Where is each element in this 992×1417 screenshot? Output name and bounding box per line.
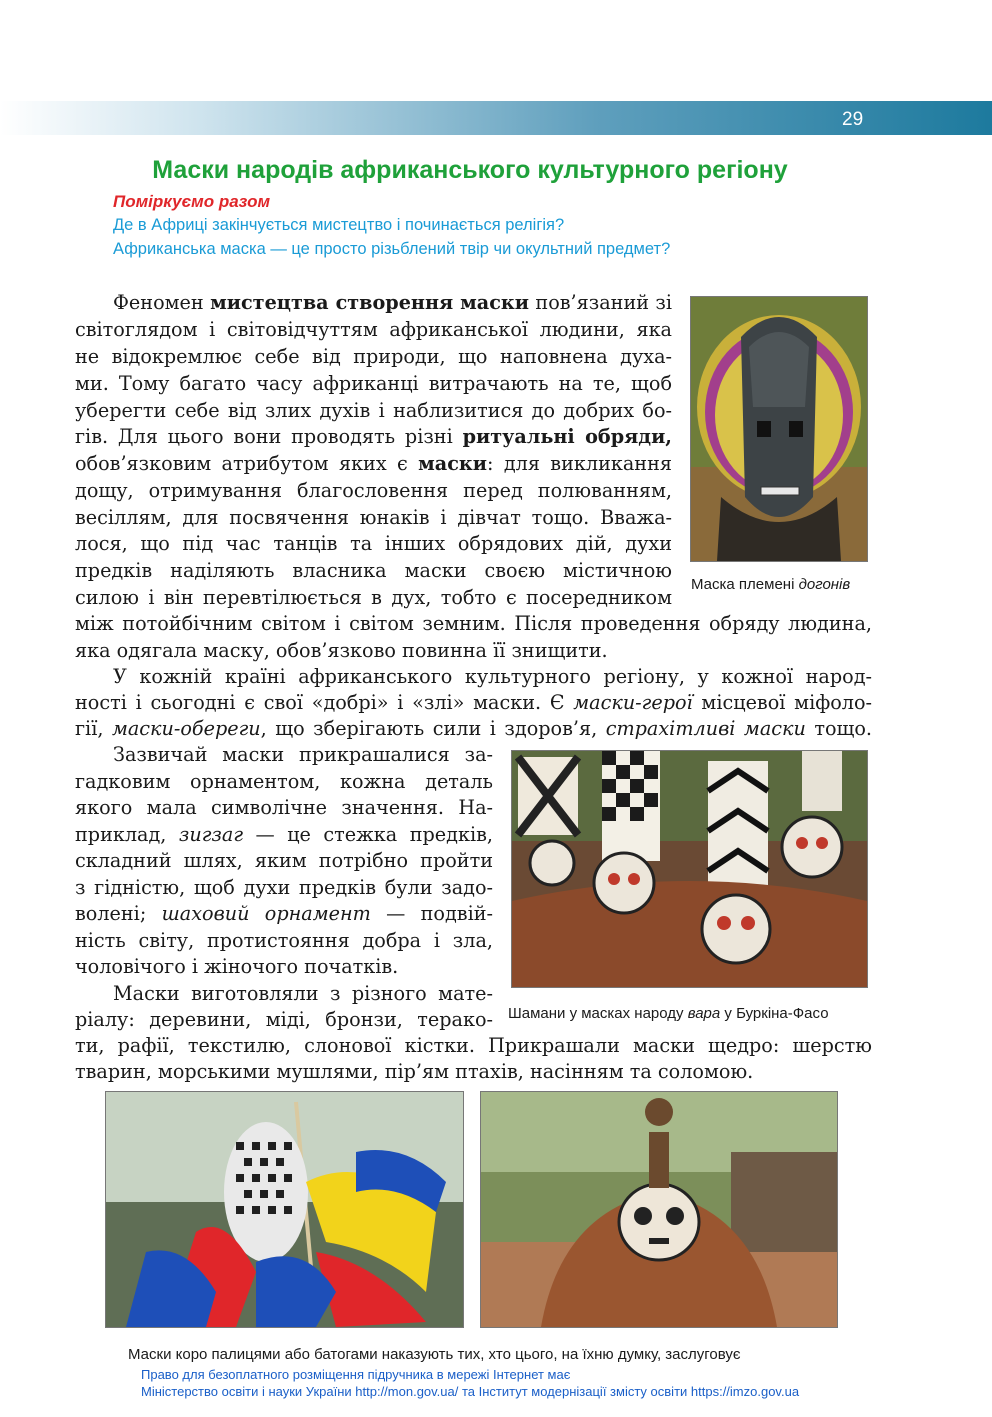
text-line: волені; шаховий орнамент — подвій- bbox=[75, 902, 493, 925]
wara-shamans-photo bbox=[511, 750, 868, 988]
discussion-question: Африканська маска — це просто різьблений твір чи окультний предмет? bbox=[113, 240, 671, 258]
text-line: Зазвичай маски прикрашалися за- bbox=[113, 743, 493, 766]
text-line: предків наділяють власника маски своєю містичною bbox=[75, 559, 672, 582]
discussion-question: Де в Африці закінчується мистецтво і починається релігія? bbox=[113, 216, 565, 234]
text-line: ність світу, протистояння добра і зла, bbox=[75, 929, 493, 952]
text-line: між потойбічним світом і світом земним. Після проведення обряду людина, bbox=[75, 612, 872, 635]
text-line: гадковим орнаментом, кожна деталь bbox=[75, 770, 493, 793]
text-line: гів. Для цього вони проводять різні ритуальні обряди, bbox=[75, 425, 672, 448]
text-line: складний шлях, яким потрібно пройти bbox=[75, 849, 493, 872]
text-line: ності і сьогодні є свої «добрі» і «злі» маски. Є маски-герої місцевої міфоло- bbox=[75, 691, 872, 714]
figure-caption: Шамани у масках народу вара у Буркіна-Фасо bbox=[508, 1005, 829, 1022]
text-line: уберегти себе від злих духів і наблизитися до добрих бо- bbox=[75, 399, 672, 422]
koro-mask-photo bbox=[105, 1091, 464, 1328]
text-line: обов’язковим атрибутом яких є маски: для викликання bbox=[75, 452, 672, 475]
text-line: ріалу: деревини, міді, бронзи, терако- bbox=[75, 1008, 493, 1031]
text-line: силою і він перевтілюється в дух, тобто є посередником bbox=[75, 586, 672, 609]
text-line: ми. Тому багато часу африканці витрачають на те, щоб bbox=[75, 372, 672, 395]
text-line: ти, рафії, текстилю, слонової кістки. Прикрашали маски щедро: шерстю bbox=[75, 1034, 872, 1057]
figure-mask-photo bbox=[480, 1091, 838, 1328]
text-line: приклад, зигзаг — це стежка предків, bbox=[75, 823, 493, 846]
text-line: не відокремлює себе від природи, що наповнена духа- bbox=[75, 345, 672, 368]
text-line: якого мала символічне значення. На- bbox=[75, 796, 493, 819]
text-line: Маски виготовляли з різного мате- bbox=[113, 982, 493, 1005]
text-line: тварин, морськими мушлями, пір’ям птахів, насінням та соломою. bbox=[75, 1060, 754, 1083]
figure-caption: Маска племені догонів bbox=[691, 576, 851, 593]
text-line: яка одягала маску, обов’язково повинна її знищити. bbox=[75, 639, 608, 662]
discussion-label: Поміркуємо разом bbox=[113, 192, 271, 211]
text-line: Феномен мистецтва створення маски пов’язаний зі bbox=[113, 291, 673, 314]
footer-license-line2: Міністерство освіти і науки України http://mon.gov.ua/ та Інститут модернізації змісту освіти https://imzo.gov.ua bbox=[141, 1384, 800, 1399]
page-number: 29 bbox=[842, 109, 864, 130]
text-line: дощу, отримування благословення перед полюванням, bbox=[75, 479, 672, 502]
text-line: гії, маски-обереги, що зберігають сили і здоров’я, страхітливі маски тощо. bbox=[75, 717, 872, 740]
bottom-caption: Маски коро палицями або батогами наказують тих, хто цього, на їхню думку, заслуговує bbox=[128, 1346, 741, 1363]
footer-license-line1: Право для безоплатного розміщення підручника в мережі Інтернет має bbox=[141, 1367, 571, 1382]
text-line: світоглядом і світовідчуттям африканської людини, яка bbox=[75, 318, 672, 341]
text-line: лося, що під час танців та інших обрядових дій, духи bbox=[75, 532, 672, 555]
text-line: чоловічого і жіночого початків. bbox=[75, 955, 399, 978]
text-line: з гідністю, щоб духи предків були задо- bbox=[75, 876, 493, 899]
dogon-mask-photo bbox=[690, 296, 868, 562]
text-line: У кожній країні африканського культурного регіону, у кожної народ- bbox=[113, 665, 872, 688]
page-title: Маски народів африканського культурного регіону bbox=[152, 156, 788, 184]
text-line: весіллям, для посвячення юнаків і дівчат тощо. Вважа- bbox=[75, 506, 672, 529]
